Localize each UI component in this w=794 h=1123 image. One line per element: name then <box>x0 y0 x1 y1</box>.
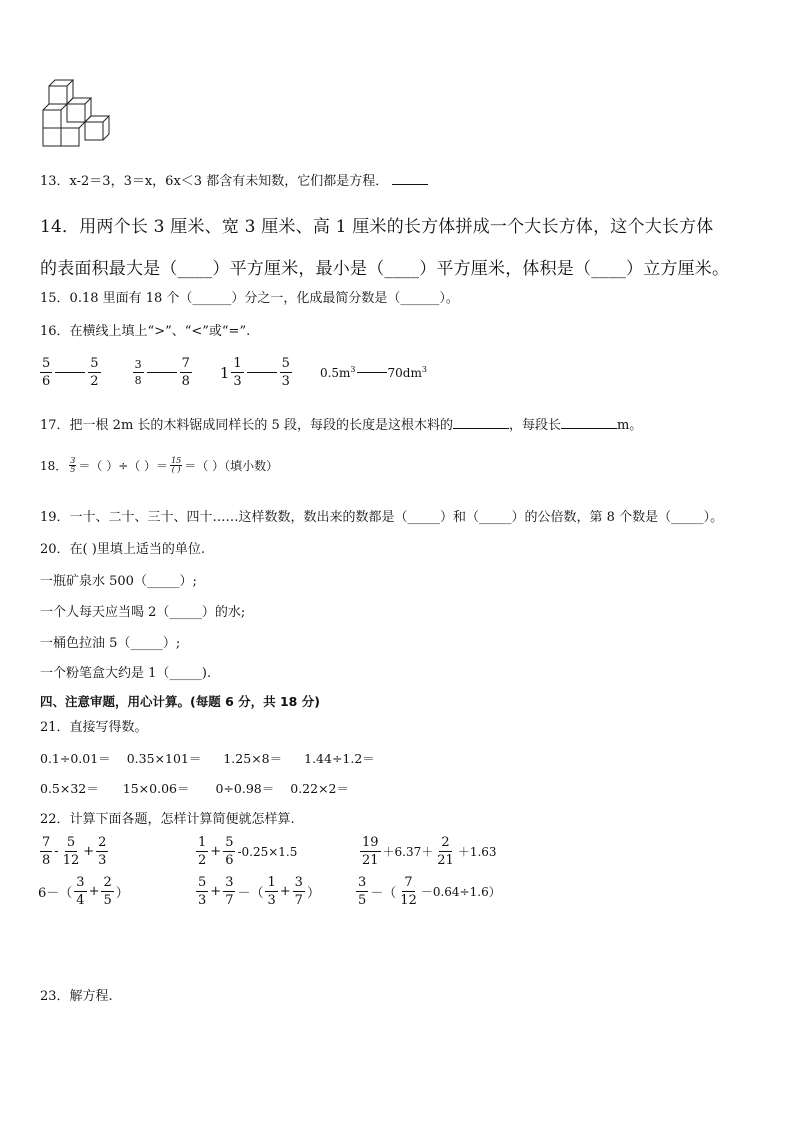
expression-2: $\frac{1}{2}$ + $\frac{5}{6}$ -0.25×1.5 <box>198 835 298 868</box>
question-14-line1: 14．用两个长 3 厘米、宽 3 厘米、高 1 厘米的长方体拼成一个大长方体，这个大长方体 <box>40 217 714 237</box>
question-21-row2: 0.5×32＝ 15×0.06＝ 0÷0.98＝ 0.22×2＝ <box>40 781 350 796</box>
compare-blank[interactable] <box>247 372 277 373</box>
expression-5: $\frac{5}{3}$ + $\frac{3}{7}$ －（ $\frac{1}{3}$ + $\frac{3}{7}$ ） <box>198 875 320 908</box>
question-13-text: 13．x-2＝3，3＝x，6x＜3 都含有未知数，它们都是方程． <box>40 174 389 189</box>
question-13 <box>40 172 428 191</box>
compare-blank[interactable] <box>55 372 85 373</box>
fraction: $\frac{5}{6}$ <box>42 356 51 389</box>
question-16-title: 16．在横线上填上“>”、“<”或“=”. <box>40 324 251 339</box>
fraction: $\frac{3}{8}$ <box>134 358 142 387</box>
fraction: $\frac{5}{3}$ <box>281 356 290 389</box>
fraction: $\frac{15}{( )}$ <box>171 456 182 474</box>
volume-left: $0.5m^3$ <box>319 365 356 380</box>
expression-6: $\frac{3}{5}$ －（ $\frac{7}{12}$ －0.64÷1.6） <box>358 875 501 908</box>
question-20-item: 一个人每天应当喝 2（_____）的水; <box>40 605 246 620</box>
mixed-number: 1 $\frac{1}{3}$ <box>219 356 242 389</box>
fraction: $\frac{5}{2}$ <box>90 356 99 389</box>
answer-blank[interactable] <box>392 172 428 185</box>
question-20-item: 一个粉笔盒大约是 1（_____). <box>40 666 212 681</box>
question-20-item: 一瓶矿泉水 500（_____）; <box>40 574 197 589</box>
question-21-row1: 0.1÷0.01＝ 0.35×101＝ 1.25×8＝ 1.44÷1.2＝ <box>40 751 375 766</box>
question-19: 19．一十、二十、三十、四十……这样数数，数出来的数都是（_____）和（_____）的公倍数，第 8 个数是（_____）。 <box>40 510 724 525</box>
question-22-title: 22．计算下面各题，怎样计算简便就怎样算. <box>40 812 295 827</box>
section-4-title: 四、注意审题，用心计算。(每题 6 分，共 18 分) <box>40 694 320 709</box>
question-16-comparisons <box>38 357 427 388</box>
expression-4: 6－（ $\frac{3}{4}$ + $\frac{2}{5}$ ） <box>38 875 129 908</box>
fraction: $\frac{7}{8}$ <box>181 356 190 389</box>
expression-1: $\frac{7}{8}$ - $\frac{5}{12}$ + $\frac{2}{3}$ <box>42 835 107 868</box>
question-20-item: 一桶色拉油 5（_____）; <box>40 636 181 651</box>
question-23-title: 23．解方程. <box>40 989 113 1004</box>
question-20-title: 20．在( )里填上适当的单位. <box>40 542 205 557</box>
expression-3: $\frac{19}{21}$ ＋6.37＋ $\frac{2}{21}$ ＋1.63 <box>362 835 497 868</box>
question-17: 17．把一根 2m 长的木料锯成同样长的 5 段，每段的长度是这根木料的 ，每段长 m。 <box>40 418 643 433</box>
question-14-line2: 的表面积最大是（____）平方厘米，最小是（____）平方厘米，体积是（____）立方厘米。 <box>40 259 730 279</box>
compare-blank[interactable] <box>357 372 387 373</box>
volume-right: $70dm^3$ <box>387 365 427 380</box>
cube-stack-figure <box>40 78 112 150</box>
compare-blank[interactable] <box>147 372 177 373</box>
question-18: 18． $\frac{3}{5}$ ＝（ ）÷（ ）＝ $\frac{15}{( )}$ ＝（ ）（填小数） <box>40 456 279 474</box>
question-21-title: 21．直接写得数。 <box>40 720 148 735</box>
answer-blank[interactable] <box>561 416 617 429</box>
answer-blank[interactable] <box>453 416 509 429</box>
question-15: 15．0.18 里面有 18 个（______）分之一，化成最简分数是（______）。 <box>40 291 459 306</box>
fraction: $\frac{3}{5}$ <box>70 456 76 474</box>
